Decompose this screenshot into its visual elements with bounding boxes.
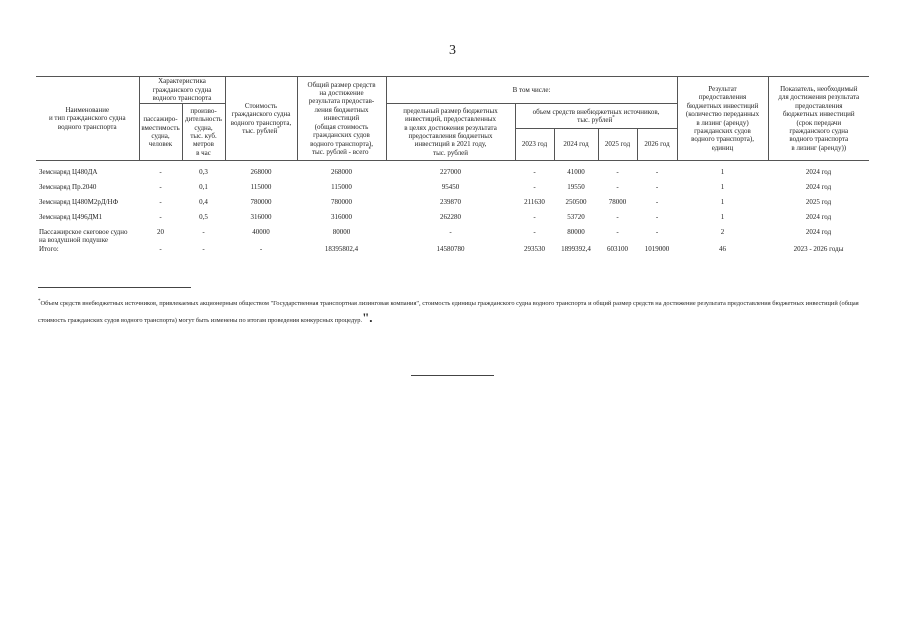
cell-indicator: 2024 год [805,228,832,236]
cell-capacity: - [159,244,162,253]
header-including-text: В том числе: [512,85,551,94]
cell-result: 2 [720,228,725,236]
cell-capacity: - [159,213,162,221]
table-row [36,228,869,245]
cell-2024: 19550 [567,183,585,191]
table-row-total [36,245,869,260]
header-2026 [637,129,677,161]
footnote-text: Объем средств внебюджетных источников, привлекаемых акционерным обществом "Государственная транспортная лизинговая компания", стоимость единицы гражданского судна водного транспорта и общий размер средств на достижение результата предоставления бюджетных инвестиций (общая стоимость гражданских судов водного транспорта) могут быть изменены по итогам проведения конкурсных процедур. [38,300,859,324]
cell-productivity: 0,5 [199,213,208,221]
cell-total: 268000 [331,168,353,176]
table-row [36,213,869,228]
header-productivity-text: произво- дительность судна, тыс. куб. метров в час [185,106,222,157]
end-separator [411,375,494,376]
cell-2023: - [533,168,536,176]
cell-budget: 227000 [440,168,462,176]
cell-2024: 80000 [567,228,585,236]
header-total [297,77,386,161]
header-budget [386,104,515,161]
cell-result: 1 [720,183,725,191]
cell-2026: - [655,198,659,206]
footnote-closing-quote: ". [362,310,373,325]
cell-2024: 41000 [567,168,585,176]
header-including [386,77,677,104]
header-characteristics-text: Характеристика гражданского судна водного транспорта [152,77,212,103]
cell-2025: 603100 [607,244,629,253]
footnote-separator [38,287,191,288]
cell-budget: 262280 [440,213,462,221]
cell-indicator: 2024 год [805,168,832,176]
cell-result: 1 [720,168,725,176]
table-row [36,183,869,198]
cell-indicator: 2024 год [805,183,832,191]
cell-2026: - [655,168,659,176]
header-2023 [515,129,554,161]
cell-2023: 211630 [524,198,545,206]
cell-2026: - [655,183,659,191]
cell-total: 316000 [331,213,353,221]
table-row [36,198,869,213]
cell-indicator: 2023 - 2026 годы [793,244,844,253]
cell-total: 780000 [331,198,353,206]
header-2024-text: 2024 год [563,140,589,149]
header-characteristics [139,77,225,104]
investment-table [36,76,869,260]
cell-name: Земснаряд Пр.2040 [39,183,97,191]
cell-2024: 53720 [567,213,585,221]
cell-cost: - [259,244,263,253]
table-row [36,161,869,184]
header-extrabudget [515,104,677,129]
cell-budget: 239870 [440,198,462,206]
cell-name: Пассажирское скеговое судно на воздушной подушке [39,228,128,245]
cell-cost: 40000 [252,228,270,236]
cell-cost: 780000 [250,198,272,206]
cell-2024: 250500 [565,198,587,206]
header-total-text: Общий размер средств на достижение результата предостав- ления бюджетных инвестиций (общая стоимость гражданских судов водного транспорта), тыс. рублей - всего [307,80,376,156]
cell-capacity: - [159,183,162,191]
cell-productivity: 0,1 [199,183,208,191]
cell-2025: - [616,228,619,236]
cell-capacity: - [159,198,162,206]
cell-result: 1 [720,213,725,221]
cell-cost: 115000 [250,183,272,191]
cell-total: 115000 [331,183,352,191]
header-extrabudget-footnote-mark: * [612,115,615,121]
cell-2023: - [533,183,536,191]
cell-budget: - [449,228,452,236]
cell-2026: - [655,213,659,221]
cell-2026: - [655,228,659,236]
cell-2023: - [533,213,536,221]
cell-2024: 1899392,4 [561,244,591,253]
cell-capacity: 20 [157,228,164,236]
cell-2023: 293530 [524,244,546,253]
cell-productivity: - [202,228,205,236]
cell-total: 80000 [332,228,351,236]
header-productivity [182,104,225,161]
cell-2025: - [616,213,619,221]
cell-name: Земснаряд Ц480М2рД/НФ [39,198,119,206]
header-budget-text: предельный размер бюджетных инвестиций, предоставленных в целях достижения результата предоставления бюджетных инвестиций в 2021 году, тыс. рублей [403,106,498,157]
header-cost-footnote-mark: * [277,126,280,132]
cell-result: 1 [720,198,725,206]
footnote [38,297,873,328]
cell-name: Земснаряд Ц480ДА [39,168,98,176]
cell-budget: 14580780 [436,244,465,253]
cell-result: 46 [719,244,727,253]
cell-2025: 78000 [608,198,627,206]
header-cost [225,77,297,161]
footnote-mark: * [38,298,41,304]
cell-name: Итого: [39,244,59,253]
cell-name: Земснаряд Ц496ДМ1 [39,213,103,221]
cell-indicator: 2025 год [805,198,832,206]
cell-productivity: 0,3 [199,168,208,176]
cell-capacity: - [159,168,162,176]
header-capacity [139,104,182,161]
cell-2023: - [533,228,536,236]
cell-indicator: 2024 год [805,213,832,221]
header-indicator [768,77,869,161]
cell-2026: 1019000 [644,244,670,253]
header-extrabudget-text: объем средств внебюджетных источников, тыс. рублей [532,107,660,124]
header-2024 [554,129,598,161]
header-2026-text: 2026 год [644,140,670,149]
cell-budget: 95450 [441,183,460,191]
cell-2025: - [616,168,619,176]
cell-total: 18395802,4 [324,244,359,253]
header-name-text: Наименование и тип гражданского судна водного транспорта [48,105,126,131]
header-2025-text: 2025 год [604,140,631,149]
cell-2025: - [616,183,619,191]
cell-productivity: 0,4 [199,198,208,206]
cell-cost: 268000 [250,168,272,176]
page-number: 3 [449,43,456,58]
header-total-footnote-mark: * [368,147,372,153]
header-result-text: Результат предоставления бюджетных инвестиций (количество переданных в лизинг (аренду) гражданских судов водного транспорта), единиц [685,84,760,152]
header-capacity-text: пассажиро- вместимость судна, человек [141,115,180,149]
header-result [677,77,768,161]
cell-cost: 316000 [250,213,272,221]
cell-productivity: - [202,244,205,253]
header-indicator-text: Показатель, необходимый для достижения результата предоставления бюджетных инвестиций (срок передачи гражданского судна водного транспорта в лизинг (аренду)) [778,84,860,152]
header-name [36,77,139,161]
header-2023-text: 2023 год [521,140,548,149]
header-2025 [598,129,637,161]
header-cost-text: Стоимость гражданского судна водного транспорта, тыс. рублей [230,101,292,135]
